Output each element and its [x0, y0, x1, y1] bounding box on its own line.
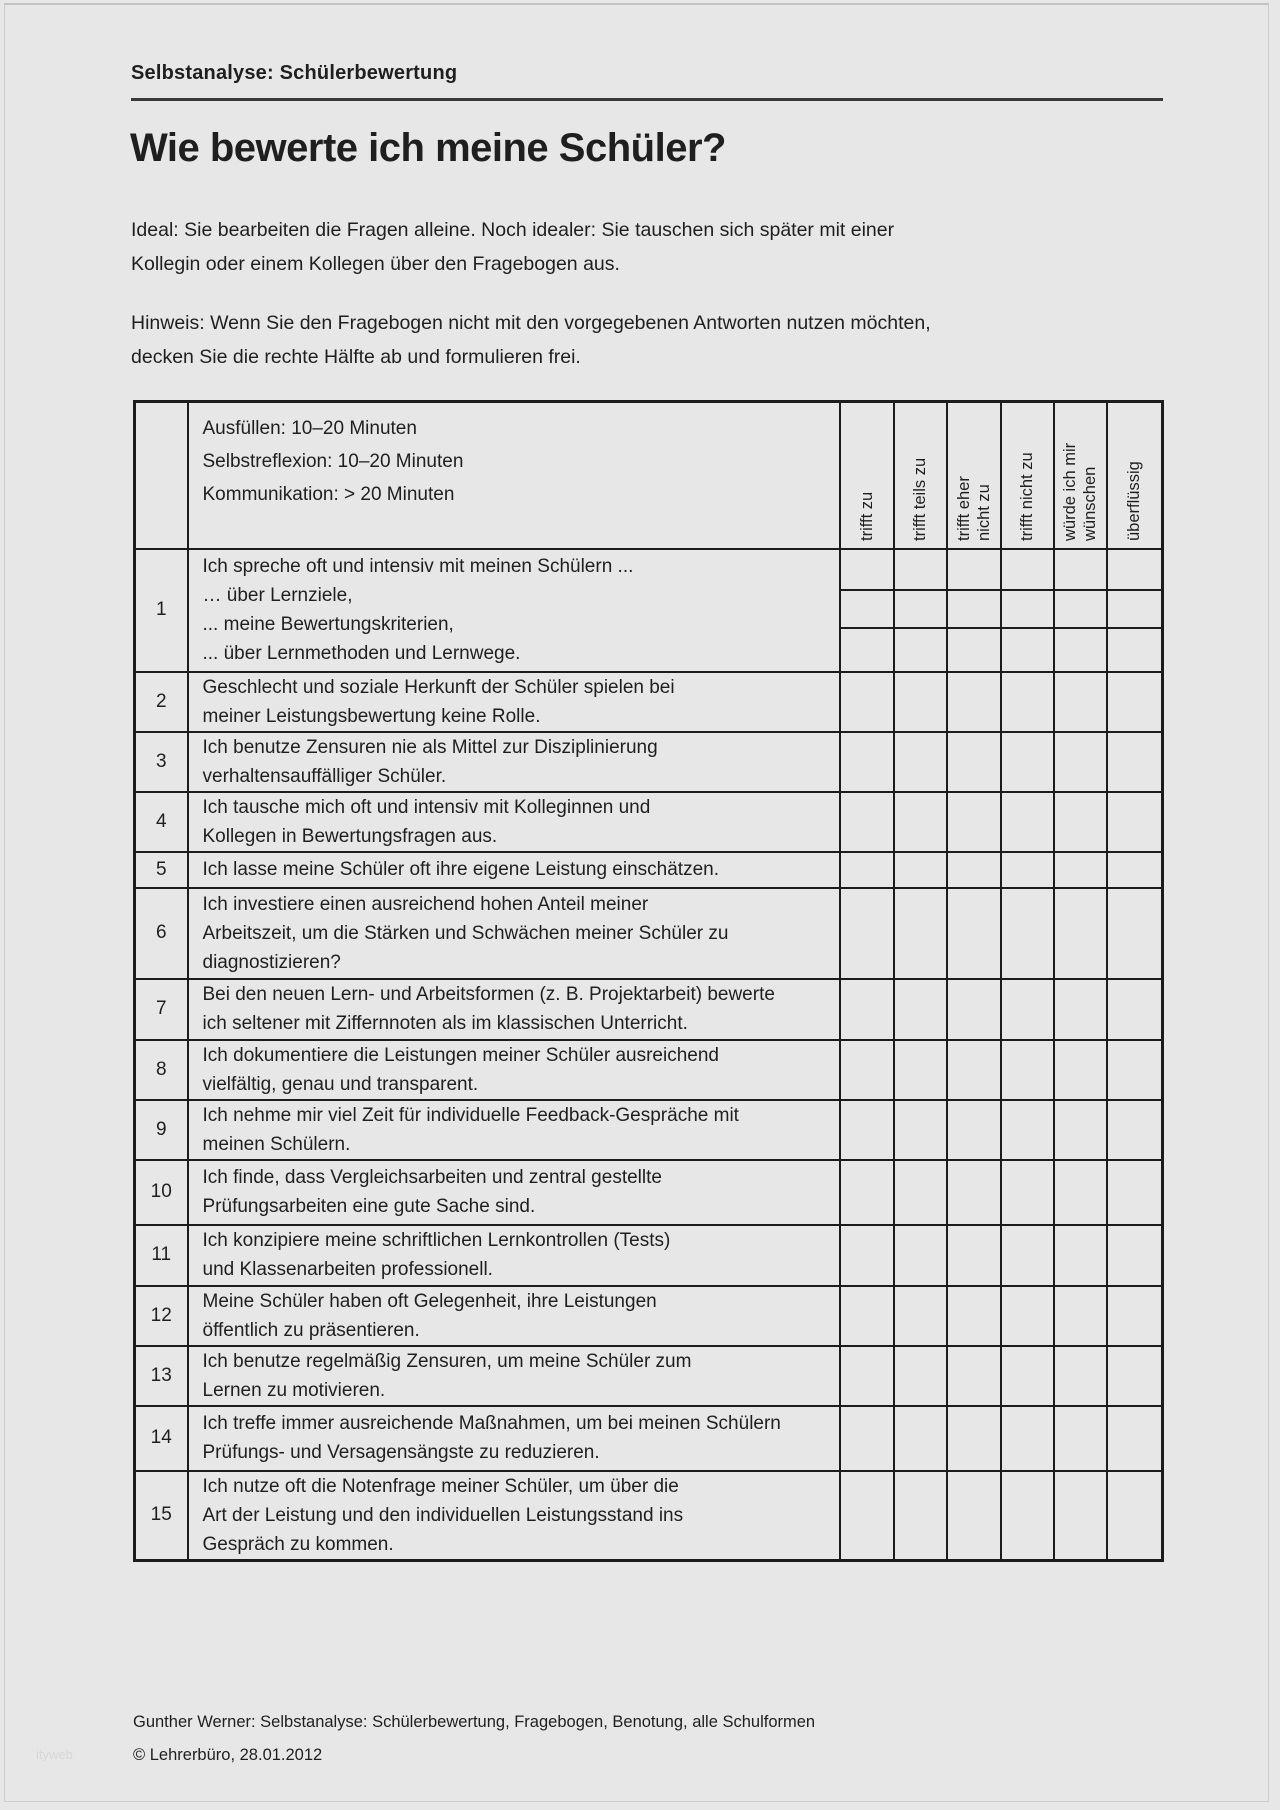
- answer-cell[interactable]: [947, 852, 1001, 888]
- answer-cell[interactable]: [840, 1100, 894, 1160]
- answer-cell[interactable]: [947, 1225, 1001, 1286]
- answer-cell[interactable]: [894, 732, 947, 792]
- table-row: [135, 1225, 1163, 1286]
- answer-cell[interactable]: [1001, 979, 1054, 1040]
- answer-cell[interactable]: [894, 1100, 947, 1160]
- question-number: 14: [135, 1406, 188, 1471]
- table-row: [135, 549, 1163, 590]
- answer-cell[interactable]: [1054, 1040, 1107, 1100]
- answer-cell[interactable]: [947, 549, 1001, 590]
- answer-cell[interactable]: [1001, 628, 1054, 672]
- question-text: Ich dokumentiere die Leistungen meiner Schüler ausreichend vielfältig, genau und transparent.: [188, 1040, 840, 1100]
- table-row: [135, 792, 1163, 852]
- footer-copyright-line: © Lehrerbüro, 28.01.2012: [133, 1746, 323, 1764]
- answer-cell[interactable]: [1107, 590, 1163, 628]
- column-header-trifft-teils-zu: trifft teils zu: [894, 402, 947, 549]
- answer-cell[interactable]: [1001, 1286, 1054, 1346]
- answer-cell[interactable]: [1001, 1346, 1054, 1406]
- question-text: Ich benutze Zensuren nie als Mittel zur Disziplinierung verhaltensauffälliger Schüler.: [188, 732, 840, 792]
- answer-cell[interactable]: [1054, 1225, 1107, 1286]
- question-text: Meine Schüler haben oft Gelegenheit, ihre Leistungen öffentlich zu präsentieren.: [188, 1286, 840, 1346]
- table-row: [135, 1346, 1163, 1406]
- answer-cell[interactable]: [894, 1471, 947, 1561]
- question-number: 8: [135, 1040, 188, 1100]
- header-row: [135, 402, 1163, 549]
- question-text: Ich treffe immer ausreichende Maßnahmen, um bei meinen Schülern Prüfungs- und Versagensängste zu reduzieren.: [188, 1406, 840, 1471]
- answer-cell[interactable]: [894, 1040, 947, 1100]
- answer-cell[interactable]: [1001, 1100, 1054, 1160]
- answer-cell[interactable]: [1107, 1225, 1163, 1286]
- answer-cell[interactable]: [840, 979, 894, 1040]
- question-number: 2: [135, 672, 188, 732]
- answer-cell[interactable]: [1001, 1040, 1054, 1100]
- question-text: Ich tausche mich oft und intensiv mit Kolleginnen und Kollegen in Bewertungsfragen aus.: [188, 792, 840, 852]
- answer-cell[interactable]: [1001, 1471, 1054, 1561]
- table-row: [135, 1160, 1163, 1225]
- corner-cell: [135, 402, 188, 549]
- answer-cell[interactable]: [947, 628, 1001, 672]
- question-number: 10: [135, 1160, 188, 1225]
- answer-cell[interactable]: [1054, 852, 1107, 888]
- answer-cell[interactable]: [1107, 1160, 1163, 1225]
- answer-cell[interactable]: [894, 549, 947, 590]
- answer-cell[interactable]: [1054, 979, 1107, 1040]
- answer-cell[interactable]: [1107, 628, 1163, 672]
- hint-paragraph: Hinweis: Wenn Sie den Fragebogen nicht mit den vorgegebenen Antworten nutzen möchten, decken Sie die rechte Hälfte ab und formulieren frei.: [131, 312, 931, 368]
- question-text: Ich spreche oft und intensiv mit meinen Schülern ... … über Lernziele, ... meine Bewertungskriterien, ... über Lernmethoden und Lernwege.: [188, 549, 840, 672]
- table-row: [135, 672, 1163, 732]
- table-row: [135, 1471, 1163, 1561]
- answer-cell[interactable]: [894, 1160, 947, 1225]
- question-number: 11: [135, 1225, 188, 1286]
- answer-cell[interactable]: [894, 1286, 947, 1346]
- answer-cell[interactable]: [947, 1040, 1001, 1100]
- answer-cell[interactable]: [840, 1160, 894, 1225]
- table-row: [135, 1406, 1163, 1471]
- answer-cell[interactable]: [1107, 1346, 1163, 1406]
- answer-cell[interactable]: [1054, 1406, 1107, 1471]
- answer-cell[interactable]: [1054, 1100, 1107, 1160]
- answer-cell[interactable]: [840, 1406, 894, 1471]
- time-info-cell: Ausfüllen: 10–20 Minuten Selbstreflexion: 10–20 Minuten Kommunikation: > 20 Minuten: [188, 402, 840, 549]
- answer-cell[interactable]: [1107, 732, 1163, 792]
- answer-cell[interactable]: [947, 732, 1001, 792]
- question-number: 12: [135, 1286, 188, 1346]
- answer-cell[interactable]: [840, 1225, 894, 1286]
- answer-cell[interactable]: [947, 1346, 1001, 1406]
- intro-paragraph: Ideal: Sie bearbeiten die Fragen alleine. Noch idealer: Sie tauschen sich später mit einer Kollegin oder einem Kollegen über den Fragebogen aus.: [131, 219, 895, 275]
- question-number: 4: [135, 792, 188, 852]
- answer-cell[interactable]: [1107, 1100, 1163, 1160]
- answer-cell[interactable]: [840, 792, 894, 852]
- table-row: [135, 732, 1163, 792]
- answer-cell[interactable]: [947, 888, 1001, 979]
- answer-cell[interactable]: [840, 1471, 894, 1561]
- answer-cell[interactable]: [840, 628, 894, 672]
- question-number: 5: [135, 852, 188, 888]
- answer-cell[interactable]: [1054, 1471, 1107, 1561]
- answer-cell[interactable]: [1107, 549, 1163, 590]
- answer-cell[interactable]: [1001, 732, 1054, 792]
- answer-cell[interactable]: [1107, 1286, 1163, 1346]
- question-number: 3: [135, 732, 188, 792]
- question-text: Geschlecht und soziale Herkunft der Schüler spielen bei meiner Leistungsbewertung keine Rolle.: [188, 672, 840, 732]
- answer-cell[interactable]: [1001, 792, 1054, 852]
- answer-cell[interactable]: [840, 852, 894, 888]
- answer-cell[interactable]: [1107, 792, 1163, 852]
- question-text: Bei den neuen Lern- und Arbeitsformen (z. B. Projektarbeit) bewerte ich seltener mit Ziffernnoten als im klassischen Unterricht.: [188, 979, 840, 1040]
- footer: [133, 1706, 815, 1772]
- question-text: Ich investiere einen ausreichend hohen Anteil meiner Arbeitszeit, um die Stärken und Schwächen meiner Schüler zu diagnostizieren?: [188, 888, 840, 979]
- answer-cell[interactable]: [947, 1160, 1001, 1225]
- answer-cell[interactable]: [1107, 1471, 1163, 1561]
- answer-cell[interactable]: [840, 590, 894, 628]
- question-number: 7: [135, 979, 188, 1040]
- question-text: Ich konzipiere meine schriftlichen Lernkontrollen (Tests) und Klassenarbeiten professionell.: [188, 1225, 840, 1286]
- answer-cell[interactable]: [1001, 590, 1054, 628]
- column-header-trifft-eher-nicht-zu: trifft eher nicht zu: [947, 402, 1001, 549]
- question-number: 6: [135, 888, 188, 979]
- answer-cell[interactable]: [894, 1225, 947, 1286]
- answer-cell[interactable]: [1001, 1160, 1054, 1225]
- answer-cell[interactable]: [1107, 672, 1163, 732]
- answer-cell[interactable]: [840, 672, 894, 732]
- answer-cell[interactable]: [840, 1346, 894, 1406]
- answer-cell[interactable]: [947, 672, 1001, 732]
- table-row: [135, 1286, 1163, 1346]
- answer-cell[interactable]: [1001, 888, 1054, 979]
- answer-cell[interactable]: [1054, 1160, 1107, 1225]
- questionnaire-table: [133, 400, 1164, 1562]
- answer-cell[interactable]: [894, 628, 947, 672]
- answer-cell[interactable]: [840, 1040, 894, 1100]
- column-header-trifft-zu: trifft zu: [840, 402, 894, 549]
- table-row: [135, 1040, 1163, 1100]
- answer-cell[interactable]: [1107, 852, 1163, 888]
- answer-cell[interactable]: [840, 732, 894, 792]
- answer-cell[interactable]: [894, 590, 947, 628]
- answer-cell[interactable]: [1054, 549, 1107, 590]
- answer-cell[interactable]: [894, 672, 947, 732]
- question-text: Ich lasse meine Schüler oft ihre eigene Leistung einschätzen.: [188, 852, 840, 888]
- question-number: 9: [135, 1100, 188, 1160]
- answer-cell[interactable]: [1054, 590, 1107, 628]
- question-text: Ich nehme mir viel Zeit für individuelle Feedback-Gespräche mit meinen Schülern.: [188, 1100, 840, 1160]
- table-row: [135, 852, 1163, 888]
- answer-cell[interactable]: [947, 979, 1001, 1040]
- question-number: 1: [135, 549, 188, 672]
- answer-cell[interactable]: [894, 852, 947, 888]
- answer-cell[interactable]: [1107, 1040, 1163, 1100]
- answer-cell[interactable]: [1054, 1346, 1107, 1406]
- answer-cell[interactable]: [947, 792, 1001, 852]
- answer-cell[interactable]: [947, 1406, 1001, 1471]
- column-header-trifft-nicht-zu: trifft nicht zu: [1001, 402, 1054, 549]
- table-row: [135, 1100, 1163, 1160]
- answer-cell[interactable]: [840, 549, 894, 590]
- page-title: Wie bewerte ich meine Schüler?: [130, 126, 726, 170]
- answer-cell[interactable]: [947, 1100, 1001, 1160]
- answer-cell[interactable]: [1001, 1406, 1054, 1471]
- answer-cell[interactable]: [1001, 549, 1054, 590]
- answer-cell[interactable]: [1107, 979, 1163, 1040]
- answer-cell[interactable]: [840, 888, 894, 979]
- answer-cell[interactable]: [894, 979, 947, 1040]
- answer-cell[interactable]: [1001, 672, 1054, 732]
- column-header-wuerde-ich-mir-wuenschen: würde ich mir wünschen: [1054, 402, 1107, 549]
- answer-cell[interactable]: [894, 888, 947, 979]
- answer-cell[interactable]: [1001, 1225, 1054, 1286]
- question-text: Ich finde, dass Vergleichsarbeiten und zentral gestellte Prüfungsarbeiten eine gute Sache sind.: [188, 1160, 840, 1225]
- answer-cell[interactable]: [840, 1286, 894, 1346]
- answer-cell[interactable]: [1107, 888, 1163, 979]
- footer-source-line: Gunther Werner: Selbstanalyse: Schülerbewertung, Fragebogen, Benotung, alle Schulformen: [133, 1713, 816, 1731]
- answer-cell[interactable]: [1001, 852, 1054, 888]
- question-text: Ich nutze oft die Notenfrage meiner Schüler, um über die Art der Leistung und den individuellen Leistungsstand ins Gespräch zu kommen.: [188, 1471, 840, 1561]
- table-row: [135, 979, 1163, 1040]
- answer-cell[interactable]: [894, 1406, 947, 1471]
- question-text: Ich benutze regelmäßig Zensuren, um meine Schüler zum Lernen zu motivieren.: [188, 1346, 840, 1406]
- answer-cell[interactable]: [1054, 732, 1107, 792]
- answer-cell[interactable]: [1054, 792, 1107, 852]
- answer-cell[interactable]: [1054, 888, 1107, 979]
- answer-cell[interactable]: [947, 1286, 1001, 1346]
- answer-cell[interactable]: [1054, 628, 1107, 672]
- answer-cell[interactable]: [894, 792, 947, 852]
- answer-cell[interactable]: [1054, 672, 1107, 732]
- column-header-ueberfluessig: überflüssig: [1107, 402, 1163, 549]
- question-number: 15: [135, 1471, 188, 1561]
- table-row: [135, 888, 1163, 979]
- answer-cell[interactable]: [1107, 1406, 1163, 1471]
- answer-cell[interactable]: [947, 1471, 1001, 1561]
- question-number: 13: [135, 1346, 188, 1406]
- answer-cell[interactable]: [1054, 1286, 1107, 1346]
- document-header: Selbstanalyse: Schülerbewertung: [131, 62, 1163, 101]
- watermark: ityweb: [36, 1747, 73, 1762]
- answer-cell[interactable]: [947, 590, 1001, 628]
- answer-cell[interactable]: [894, 1346, 947, 1406]
